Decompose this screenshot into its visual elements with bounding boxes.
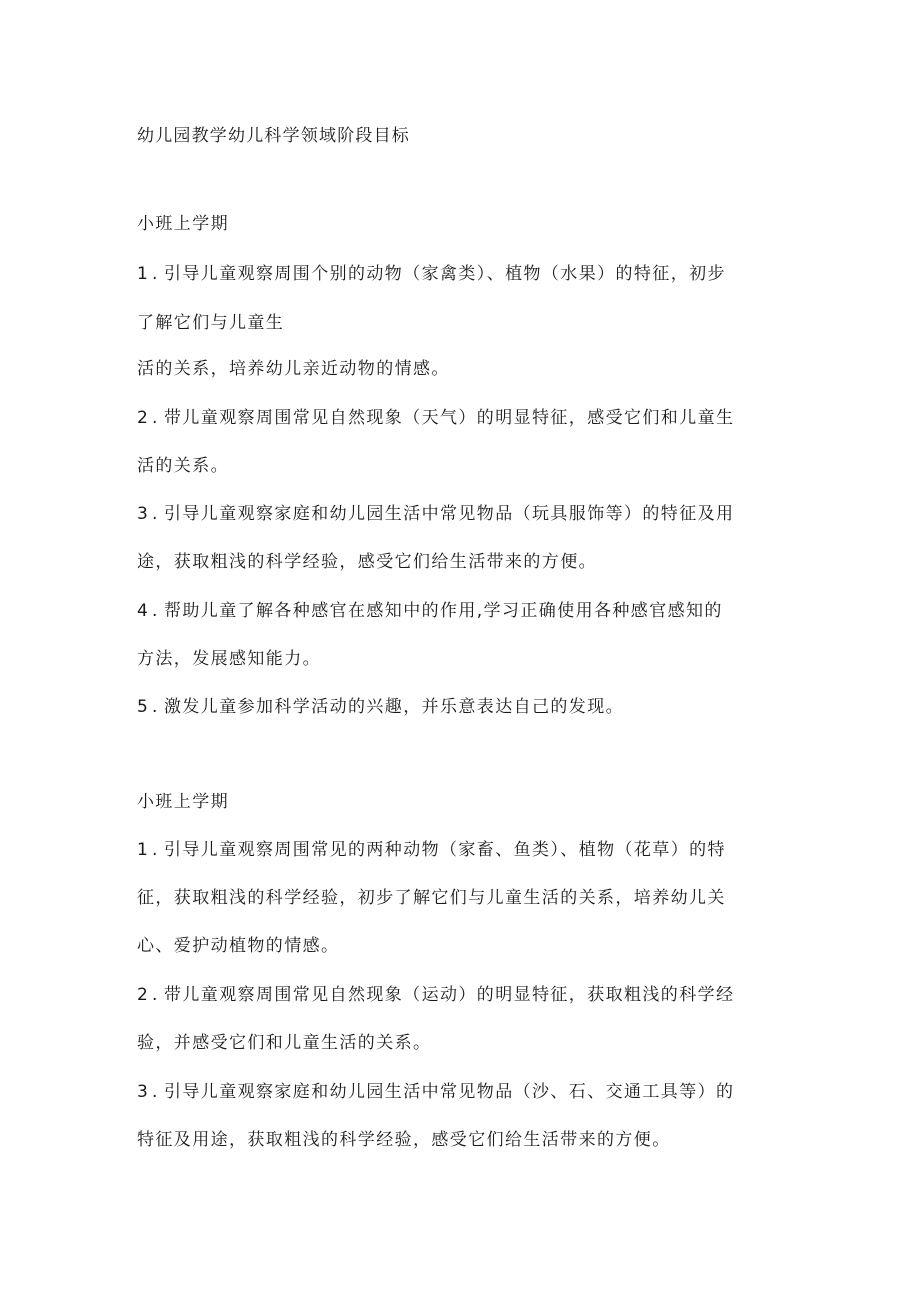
item-number: 3 xyxy=(137,504,148,524)
item-text: 帮助儿童了解各种感官在感知中的作用,学习正确使用各种感官感知的 xyxy=(164,601,723,621)
item-number: 4 xyxy=(137,601,148,621)
item-number: 2 xyxy=(137,985,148,1005)
item-text: 引导儿童观察家庭和幼儿园生活中常见物品（玩具服饰等）的特征及用 xyxy=(164,504,735,524)
item-text-continued: 活的关系，培养幼儿亲近动物的情感。 xyxy=(137,359,450,379)
item-dot: . xyxy=(152,697,158,717)
item-text: 引导儿童观察周围常见的两种动物（家畜、鱼类）、植物（花草）的特 xyxy=(164,840,726,860)
list-item xyxy=(137,1080,734,1104)
item-dot: . xyxy=(152,504,158,524)
item-number: 5 xyxy=(137,697,148,717)
item-text-continued: 方法，发展感知能力。 xyxy=(137,649,321,669)
item-dot: . xyxy=(152,264,158,284)
item-number: 2 xyxy=(137,408,148,428)
document-title: 幼儿园教学幼儿科学领域阶段目标 xyxy=(137,126,410,146)
list-item xyxy=(137,695,624,719)
item-text: 带儿童观察周围常见自然现象（天气）的明显特征，感受它们和儿童生 xyxy=(164,408,735,428)
list-item xyxy=(137,599,723,623)
list-item xyxy=(137,406,734,430)
item-text: 带儿童观察周围常见自然现象（运动）的明显特征，获取粗浅的科学经 xyxy=(164,985,735,1005)
list-item xyxy=(137,838,726,862)
list-item xyxy=(137,502,734,526)
item-text: 引导儿童观察家庭和幼儿园生活中常见物品（沙、石、交通工具等）的 xyxy=(164,1082,735,1102)
section-heading: 小班上学期 xyxy=(137,214,229,234)
item-text-continued: 途，获取粗浅的科学经验，感受它们给生活带来的方便。 xyxy=(137,552,597,572)
item-text: 引导儿童观察周围个别的动物（家禽类）、植物（水果）的特征，初步 xyxy=(164,264,726,284)
item-number: 1 xyxy=(137,264,148,284)
item-text: 激发儿童参加科学活动的兴趣，并乐意表达自己的发现。 xyxy=(164,697,624,717)
item-text-continued: 活的关系。 xyxy=(137,456,229,476)
item-text-continued: 验，并感受它们和儿童生活的关系。 xyxy=(137,1033,432,1053)
item-dot: . xyxy=(152,1082,158,1102)
item-text-continued: 心、爱护动植物的情感。 xyxy=(137,936,340,956)
list-item xyxy=(137,983,734,1007)
item-text-continued: 特征及用途，获取粗浅的科学经验，感受它们给生活带来的方便。 xyxy=(137,1130,671,1150)
item-dot: . xyxy=(152,840,158,860)
item-number: 1 xyxy=(137,840,148,860)
item-dot: . xyxy=(152,601,158,621)
item-dot: . xyxy=(152,408,158,428)
item-text-continued: 征，获取粗浅的科学经验，初步了解它们与儿童生活的关系，培养幼儿关 xyxy=(137,888,726,908)
item-text-continued: 了解它们与儿童生 xyxy=(137,313,285,333)
item-number: 3 xyxy=(137,1082,148,1102)
section-heading: 小班上学期 xyxy=(137,792,229,812)
list-item xyxy=(137,262,726,286)
item-dot: . xyxy=(152,985,158,1005)
